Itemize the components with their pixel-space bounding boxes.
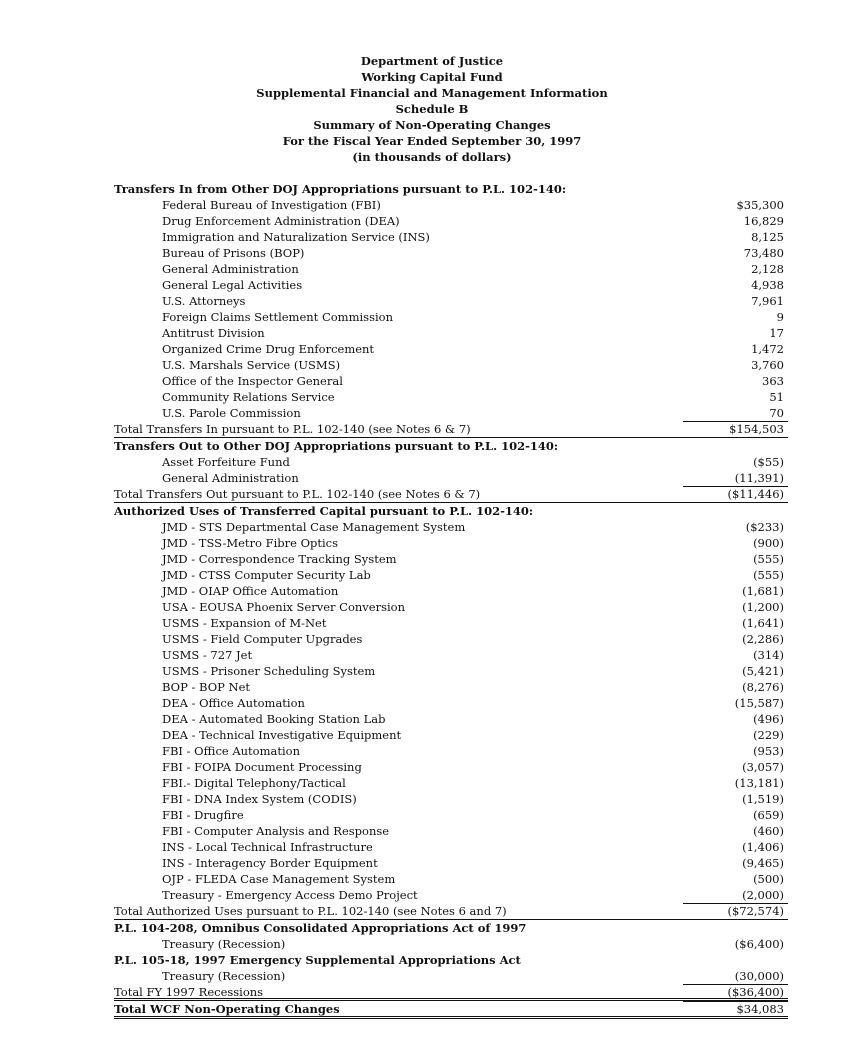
line-item-row [114,663,788,679]
row-label: P.L. 104-208, Omnibus Consolidated Appropriations Act of 1997 [114,921,527,935]
line-item-row [114,535,788,551]
section-heading-row [114,952,788,968]
line-item-row [114,936,788,952]
line-item-row [114,213,788,229]
header-period: For the Fiscal Year Ended September 30, 1997 [282,134,582,148]
line-item-row [114,871,788,887]
line-item-row [114,615,788,631]
line-item-row [114,855,788,871]
row-label: BOP - BOP Net [162,680,251,694]
row-amount: 3,760 [751,358,784,372]
row-amount: $34,083 [736,1002,784,1016]
line-item-row [114,791,788,807]
row-label: FBI.- Digital Telephony/Tactical [162,776,346,790]
row-amount: 16,829 [743,214,784,228]
section-heading-row [114,503,788,519]
line-item-row [114,197,788,213]
header-schedule: Schedule B [395,102,469,116]
row-amount: 17 [769,326,784,340]
row-label: Authorized Uses of Transferred Capital pursuant to P.L. 102-140: [114,504,534,518]
row-label: Transfers In from Other DOJ Appropriations pursuant to P.L. 102-140: [114,182,567,196]
subtotal-row [114,486,788,503]
row-label: General Legal Activities [162,278,303,292]
line-item-row [114,631,788,647]
row-label: OJP - FLEDA Case Management System [162,872,396,886]
row-amount: ($233) [745,520,784,534]
row-amount: ($6,400) [734,937,784,951]
row-label: Asset Forfeiture Fund [162,455,290,469]
row-label: U.S. Parole Commission [162,406,301,420]
line-item-row [114,389,788,405]
row-amount: (460) [753,824,784,838]
row-label: Antitrust Division [162,326,265,340]
row-label: U.S. Attorneys [162,294,246,308]
line-item-row [114,470,788,486]
line-item-row [114,679,788,695]
section-heading-row [114,920,788,936]
row-label: Treasury (Recession) [162,937,286,951]
row-label: INS - Local Technical Infrastructure [162,840,373,854]
row-label: USA - EOUSA Phoenix Server Conversion [162,600,405,614]
row-amount: 73,480 [743,246,784,260]
row-amount: (3,057) [742,760,784,774]
row-label: JMD - OIAP Office Automation [162,584,339,598]
subtotal-row [114,984,788,1001]
row-amount: (15,587) [734,696,784,710]
row-amount: ($36,400) [727,985,784,999]
row-amount: ($55) [753,455,784,469]
line-item-row [114,551,788,567]
row-amount: $154,503 [729,422,784,436]
section-heading-row [114,181,788,197]
row-label: JMD - CTSS Computer Security Lab [162,568,371,582]
line-item-row [114,887,788,903]
line-item-row [114,695,788,711]
row-label: USMS - Prisoner Scheduling System [162,664,376,678]
row-amount: (496) [753,712,784,726]
line-item-row [114,567,788,583]
row-label: FBI - Computer Analysis and Response [162,824,390,838]
line-item-row [114,325,788,341]
row-amount: (500) [753,872,784,886]
row-label: JMD - STS Departmental Case Management System [162,520,466,534]
row-amount: 9 [776,310,784,324]
row-label: Total FY 1997 Recessions [114,985,264,999]
row-label: INS - Interagency Border Equipment [162,856,378,870]
header-agency: Department of Justice [360,54,504,68]
row-amount: ($11,446) [727,487,784,501]
grand-total-row [114,1001,788,1019]
line-item-row [114,583,788,599]
row-amount: 70 [769,406,784,420]
row-label: JMD - TSS-Metro Fibre Optics [162,536,339,550]
row-label: FBI - Drugfire [162,808,244,822]
row-label: General Administration [162,471,299,485]
header-subtitle: Supplemental Financial and Management Information [256,86,608,100]
line-item-row [114,277,788,293]
row-amount: (2,286) [742,632,784,646]
line-item-row [114,229,788,245]
header-units: (in thousands of dollars) [352,150,512,164]
row-label: Community Relations Service [162,390,335,404]
row-label: U.S. Marshals Service (USMS) [162,358,341,372]
row-label: Foreign Claims Settlement Commission [162,310,393,324]
line-item-row [114,519,788,535]
row-amount: (9,465) [742,856,784,870]
row-amount: (314) [753,648,784,662]
row-label: Total Transfers Out pursuant to P.L. 102-140 (see Notes 6 & 7) [114,487,481,501]
row-amount: (1,641) [742,616,784,630]
row-amount: (1,681) [742,584,784,598]
row-label: General Administration [162,262,299,276]
line-item-row [114,743,788,759]
row-label: P.L. 105-18, 1997 Emergency Supplemental Appropriations Act [114,953,521,967]
row-label: Transfers Out to Other DOJ Appropriations pursuant to P.L. 102-140: [114,439,559,453]
line-item-row [114,341,788,357]
line-item-row [114,807,788,823]
row-amount: (953) [753,744,784,758]
row-label: Bureau of Prisons (BOP) [162,246,305,260]
row-label: Total Transfers In pursuant to P.L. 102-140 (see Notes 6 & 7) [114,422,471,436]
line-item-row [114,245,788,261]
line-item-row [114,599,788,615]
line-item-row [114,839,788,855]
row-amount: (900) [753,536,784,550]
row-amount: (555) [753,552,784,566]
line-item-row [114,727,788,743]
line-item-row [114,759,788,775]
line-item-row [114,293,788,309]
row-label: USMS - Expansion of M-Net [162,616,327,630]
row-label: Total Authorized Uses pursuant to P.L. 102-140 (see Notes 6 and 7) [114,904,507,918]
row-amount: (1,200) [742,600,784,614]
header-fund: Working Capital Fund [361,70,503,84]
row-amount: 1,472 [751,342,784,356]
row-label: Organized Crime Drug Enforcement [162,342,375,356]
row-amount: (8,276) [742,680,784,694]
subtotal-row [114,421,788,438]
row-label: FBI - FOIPA Document Processing [162,760,362,774]
line-item-row [114,405,788,421]
row-label: Treasury (Recession) [162,969,286,983]
line-item-row [114,711,788,727]
row-label: Immigration and Naturalization Service (INS) [162,230,430,244]
row-amount: (5,421) [742,664,784,678]
row-label: Total WCF Non-Operating Changes [114,1002,340,1016]
row-amount: (659) [753,808,784,822]
row-label: Treasury - Emergency Access Demo Project [162,888,418,902]
row-label: DEA - Automated Booking Station Lab [162,712,386,726]
row-label: Office of the Inspector General [162,374,343,388]
row-label: Drug Enforcement Administration (DEA) [162,214,400,228]
section-heading-row [114,438,788,454]
line-item-row [114,357,788,373]
row-amount: (2,000) [742,888,784,902]
row-amount: 8,125 [751,230,784,244]
line-item-row [114,373,788,389]
header-summary: Summary of Non-Operating Changes [313,118,551,132]
row-amount: (30,000) [734,969,784,983]
row-amount: $35,300 [736,198,784,212]
row-amount: ($72,574) [727,904,784,918]
row-label: Federal Bureau of Investigation (FBI) [162,198,381,212]
row-amount: (1,406) [742,840,784,854]
subtotal-row [114,903,788,920]
row-amount: 4,938 [751,278,784,292]
line-item-row [114,261,788,277]
line-item-row [114,647,788,663]
row-label: FBI - DNA Index System (CODIS) [162,792,357,806]
row-amount: (229) [753,728,784,742]
row-amount: (1,519) [742,792,784,806]
row-amount: 51 [769,390,784,404]
row-amount: 363 [762,374,784,388]
row-label: USMS - 727 Jet [162,648,253,662]
row-label: DEA - Technical Investigative Equipment [162,728,402,742]
row-amount: 2,128 [751,262,784,276]
document-header [0,53,864,165]
row-label: DEA - Office Automation [162,696,305,710]
row-label: USMS - Field Computer Upgrades [162,632,363,646]
line-item-row [114,454,788,470]
line-item-row [114,968,788,984]
non-operating-changes-table [114,181,788,1019]
row-amount: (13,181) [734,776,784,790]
row-amount: (11,391) [734,471,784,485]
line-item-row [114,309,788,325]
row-amount: (555) [753,568,784,582]
row-label: FBI - Office Automation [162,744,300,758]
line-item-row [114,775,788,791]
row-label: JMD - Correspondence Tracking System [162,552,397,566]
line-item-row [114,823,788,839]
row-amount: 7,961 [751,294,784,308]
